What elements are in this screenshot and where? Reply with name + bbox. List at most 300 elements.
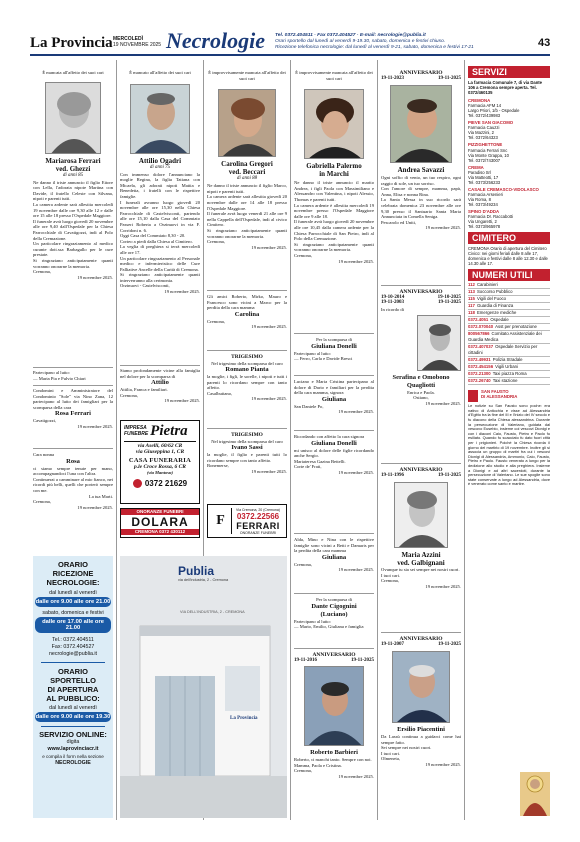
participation-body: — Ferro, Carla e Davide Bresci bbox=[294, 356, 353, 362]
portrait-image bbox=[391, 86, 452, 163]
separator bbox=[294, 593, 374, 594]
sidebar-intro: La farmacia Comunale 7, di via Dante 106 a Cremona sempre aperta. Tel. 0372/460135 bbox=[468, 80, 543, 95]
useful-number: 0372.454156 bbox=[468, 364, 494, 370]
useful-number-label: Taxi stazione bbox=[492, 378, 518, 384]
trigesimo-sassi bbox=[207, 432, 287, 474]
numbers-list bbox=[468, 282, 550, 385]
ferrari-logo-icon: F bbox=[210, 508, 232, 534]
ad-pietra-addr4: (via Mantova) bbox=[146, 470, 174, 476]
portrait-photo bbox=[304, 89, 364, 159]
pharmacy-details: Farmacia AFM 14 Largo Priori, 1/b - Ospedale Tel. 0372/439983 bbox=[468, 103, 520, 119]
useful-number-row bbox=[468, 310, 550, 317]
portrait-photo bbox=[304, 666, 364, 746]
anniversary-date: 19 novembre 2025. bbox=[338, 773, 374, 779]
contact-info bbox=[275, 33, 525, 52]
condolence-date: 19 novembre 2025. bbox=[338, 567, 374, 573]
ad-pietra-addr1: via Aselli, 60/62 CR bbox=[137, 442, 183, 449]
participation-intro: Partecipano al lutto: bbox=[294, 350, 331, 356]
portrait-photo bbox=[390, 85, 452, 163]
ad-pietra-addr3: p.le Croce Rossa, 6 CR bbox=[134, 463, 186, 470]
anniversary-date-start: 19-10-2014 bbox=[381, 295, 405, 300]
pharmacy-town: SPINO D'ADDA bbox=[468, 209, 500, 215]
condolence-chiari bbox=[33, 370, 113, 381]
obituary-place: Orzinuovi - Castelvisconti, bbox=[120, 283, 170, 289]
portrait-image bbox=[46, 83, 101, 154]
anniversary-date-end: 19-11-2025 bbox=[350, 658, 374, 663]
anniversary-azzini bbox=[381, 467, 461, 589]
portrait-photo bbox=[45, 82, 101, 154]
page-number: 43 bbox=[538, 37, 551, 49]
portrait-image bbox=[305, 667, 364, 746]
separator bbox=[120, 365, 200, 366]
sidebar-title: SERVIZI bbox=[468, 66, 550, 78]
useful-number-row bbox=[468, 303, 550, 310]
ad-pietra-line2: FUNEBRE bbox=[124, 430, 149, 437]
trigesimo-place: Casalbuttano, bbox=[207, 390, 233, 396]
useful-number-label: Vigili del Fuoco bbox=[476, 296, 506, 302]
separator bbox=[381, 632, 461, 633]
ad-pietra-casa: CASA FUNERARIA bbox=[128, 456, 192, 464]
condolence-place: Corte de' Frati, bbox=[294, 464, 322, 470]
useful-number-label: Emergenze mediche bbox=[476, 310, 517, 316]
anniversary-name: Maria Azzini ved. Galbignani bbox=[397, 551, 445, 567]
orari-pill-weekdays: dalle ore 9.00 alle ore 21.00 bbox=[35, 599, 111, 605]
useful-number-row bbox=[468, 371, 550, 378]
publia-street: VIA DELL'INDUSTRIA, 2 - CREMONA bbox=[180, 610, 245, 614]
separator bbox=[294, 648, 374, 649]
anniversary-dates bbox=[381, 300, 461, 305]
condolence-donelli-2 bbox=[294, 379, 374, 415]
useful-number-row bbox=[468, 344, 550, 357]
trigesimo-title: TRIGESIMO bbox=[231, 354, 263, 360]
ad-ferrari-sub: ONORANZE FUNEBRI bbox=[239, 530, 277, 535]
ad-publia-visual bbox=[120, 556, 287, 818]
trigesimo-pianta bbox=[207, 354, 287, 402]
orari-online-4: NECROLOGIE bbox=[55, 760, 91, 767]
anniversary-date-end: 19-11-2025 bbox=[437, 300, 461, 305]
ad-dolara-bottom: CREMONA 0372 430112 bbox=[121, 529, 199, 535]
pharmacy-item bbox=[468, 165, 550, 185]
obituary-body: Ne danno il triste annuncio il figlio Ettore con Lella, l'adorata nipote Martina con Davide, il fratello Celeste con Silvana, nipoti e parenti tutti. La camera ardente sarà allestita mercoledì 19 novembre dalle ore 9,30 alle 12 e dalle ore 15 alle 18 presso l'Ospedale Maggiore. Il funerale avrà luogo giovedì 20 novembre alle ore 9,40 dall'Ospedale per la Chiesa Parrocchiale di Cavatigozzi, indi al Polo della Cremazione. Un particolare ringraziamento al medico curante dott.ssa Barbagallo per le cure prestate. Si ringraziano anticipatamente quanti vorranno onorarne la memoria. bbox=[33, 179, 113, 269]
pharmacy-item bbox=[468, 120, 550, 140]
pharmacy-details: Farmacia Ferrari Snc Via Monte Grappa, 10 Tel. 0372/743007 bbox=[468, 147, 509, 163]
issue-date bbox=[113, 36, 161, 48]
ad-ferrari-top: Via Cremona, 20 (Cremona) bbox=[236, 507, 280, 512]
participation-intro: Partecipano al lutto: bbox=[294, 618, 331, 624]
useful-number-label: Polizia Stradale bbox=[492, 357, 523, 363]
pharmacy-town: CREMONA bbox=[468, 98, 491, 103]
useful-number: 0372.21300 bbox=[468, 371, 491, 377]
anniversary-barbieri bbox=[294, 652, 374, 779]
saint-text: Le notizie su San Fausto sono poche: era nativo di Antiochia e visse ad Alessandria d'Egitto tra la fine del III e l'inizio del IV secolo e fu diacono della Chiesa alessandrina. Durante la persecuzione di Valeriano, guidata dal vescovo Eusebio, insieme coi vescovi Dionigi e con i diaconi Caio, Fausto, Pietro e Paolo fu esiliato. Quando fu scacciato fu dato fuori città per i prigionieri. Poiché la Chiesa ricorda il giorno del martirio di 19 novembre. Inoltre gli si associa un gruppo di martiri fra cui i vescovi Dionigi di Alessandria, Ammonio, Caio, Fausto, Pietro e Paolo. Fausto venerato a lungo per la dedizione allo studio e alla preghiera. Insieme a Dionigi e ad altri sacerdoti, durante la persecuzione di Valeriano. Le sue spoglie sono state conservate a lungo ad Alessandria, dove è venerato come santo e martire. bbox=[468, 404, 550, 487]
anniversary-place: Pescarolo ed Uniti, bbox=[381, 219, 417, 225]
deceased-name: Mariarosa Ferrari ved. Ghezzi bbox=[45, 156, 101, 173]
condolence-body: mi unisco al dolore delle figlie ricordando anche Sergio. Mariateresa Gazina Bettelli. bbox=[294, 447, 374, 464]
ad-ferrari-phone: 0372.22566 bbox=[236, 511, 280, 521]
condolence-donelli-4 bbox=[294, 537, 374, 573]
anniversary-date-end: 19-11-2025 bbox=[437, 76, 461, 81]
separator bbox=[294, 375, 374, 376]
participation-body: — Mario, Emilio, Giuliana e famiglia bbox=[294, 624, 364, 630]
separator bbox=[33, 385, 113, 386]
useful-number: 0372.49931 bbox=[468, 357, 491, 363]
cimitero-text: CREMONA Orario di apertura del Cimitero Civico: nei giorni feriali dalle 8 alle 17, domenica e festivi dalle 8 alle 12.30 e dalle 14.30 alle 17. bbox=[468, 246, 548, 267]
orari-line-weekend: sabato, domenica e festivi bbox=[42, 610, 104, 616]
sidebar-servizi bbox=[468, 66, 550, 818]
orari-online-title: SERVIZIO ONLINE: bbox=[39, 730, 107, 740]
ad-pietra-line1: IMPRESA bbox=[124, 425, 147, 431]
publia-logo: Publia bbox=[178, 564, 215, 578]
trigesimo-body: la moglie, i figli, le sorelle, i nipoti e tutti i parenti lo ricordano sempre con tanto affetto. bbox=[207, 374, 287, 391]
condolence-body: Gli amici Roberto, Mirko, Mauro e Francesco sono vicini a Marco per la perdita della cara mamma bbox=[207, 294, 287, 311]
issue-day: 19 NOVEMBRE 2025 bbox=[113, 42, 162, 48]
pharmacy-town: PIEVE SAN GIACOMO bbox=[468, 120, 514, 126]
orari-line-weekdays: dal lunedì al venerdì bbox=[49, 590, 97, 596]
cimitero-title: CIMITERO bbox=[468, 232, 550, 244]
orari-fax: Fax: 0372.404527 bbox=[51, 644, 95, 650]
trigesimo-intro: Nel trigesimo della scomparsa del caro bbox=[211, 360, 283, 366]
trigesimo-intro: Nel trigesimo della scomparsa del caro bbox=[211, 438, 283, 444]
condolence-name: Attilio bbox=[151, 379, 169, 387]
ad-dolara-top: ONORANZE FUNEBRI bbox=[121, 509, 199, 515]
issue-weekday: MERCOLEDÌ bbox=[113, 36, 143, 42]
pharmacy-item bbox=[468, 209, 550, 229]
anniversary-date: 19 novembre 2025. bbox=[425, 583, 461, 589]
anniversary-title: ANNIVERSARIO bbox=[399, 70, 443, 76]
obituary-body: Con immenso dolore l'annunciano la moglie Regina, la figlia Tatiana con Micaela, gli adorati nipoti Mattia e Benedetta, i fratelli con le rispettive famiglie. I funerali avranno luogo giovedì 20 novembre alle ore 15,30 nella Chiesa Parrocchiale di Castelvisconti, partendo alle ore 15,10 dalla Casa del Commiato Passeri Roberta a Orzinuovi in via F. Corridoni n. 6. Oggi Casa del Commiato 8,30 - 20. Corteo a piedi dalla Chiesa al Cimitero. La veglia di preghiera si terrà mercoledì alle ore 17. Un particolare ringraziamento al Personale medico e infermieristico delle Cure Palliative Ancelle della Carità di Cremona. Si ringraziano anticipatamente quanti interverranno alla cerimonia. bbox=[120, 171, 200, 283]
useful-number-label: Ospedale bbox=[490, 317, 509, 323]
anniversary-piacentini bbox=[381, 636, 461, 768]
condolence-body: Alda, Mino e Nina con le rispettive famiglie sono vicini a Betti e Damaris per la perdita della cara mamma bbox=[294, 537, 374, 554]
useful-number-row bbox=[468, 357, 550, 364]
orari-online-3: e compila il form nella sezione bbox=[42, 754, 104, 760]
separator bbox=[33, 448, 113, 449]
condolence-name: Dante Cigognini (Luciano) bbox=[311, 602, 357, 618]
pharmacy-item bbox=[468, 142, 550, 162]
dedication-date: 19 novembre 2025. bbox=[77, 504, 113, 510]
deceased-age: di anni 85 bbox=[62, 172, 84, 178]
useful-number: 115 bbox=[468, 296, 475, 302]
orari-email[interactable]: necrologie@publia.it bbox=[48, 651, 98, 657]
orari-online-url[interactable]: www.laprovinciacr.it bbox=[47, 746, 99, 753]
portrait-photo bbox=[417, 315, 461, 371]
ad-pietra-brand: Pietra bbox=[150, 423, 188, 439]
separator bbox=[294, 333, 374, 334]
condolence-date: 19 novembre 2025. bbox=[338, 409, 374, 415]
anniversary-title: ANNIVERSARIO bbox=[312, 652, 356, 658]
pharmacy-details: Farmacia Arsenieri Via Roma, 8 Tel. 0373/49234 bbox=[468, 192, 503, 208]
header-rule bbox=[30, 54, 550, 56]
anniversary-body: Ogni soffio di vento, un tuo respiro, ogni raggio di sole, un tuo sorriso. Con l'amore di sempre, mamma, papà, Anna, Elisa e nonna Rina. La Santa Messa in suo ricordo sarà celebrata domenica 23 novembre alle ore 9,30 presso il Santuario Santa Maria Annunciata in Comella Seniga. bbox=[381, 175, 461, 220]
portrait-image bbox=[393, 652, 450, 723]
obituary-body: Ne danno il triste annuncio il marito Andrea, i figli Paola con Massimiliano e Alessandro con Valentina, i nipoti Alessio, Thomas e parenti tutti. La camera ardente è allestita mercoledì 19 novembre presso l'Ospedale Maggiore dalle ore 9 alle 18. Il funerale avrà luogo giovedì 20 novembre alle ore 10,45 dalla camera ardente per la Chiesa Parrocchiale di San Pietro, indi al Polo della Cremazione. Si ringraziano anticipatamente quanti vorranno onorarne la memoria. bbox=[294, 180, 374, 253]
anniversary-date-start: 19-11-2007 bbox=[381, 642, 405, 647]
orari-tel: Tel.: 0372.404511 bbox=[52, 637, 94, 643]
condolence-sign: Attilia, Franca e familiari. bbox=[120, 387, 168, 393]
anniversary-date-end: 19-11-2025 bbox=[437, 642, 461, 647]
deceased-age: di anni 75 bbox=[149, 164, 171, 170]
anniversary-body: Roberto, ci manchi tanto. Sempre con noi. Mamma, Paola e Cristina. bbox=[294, 757, 372, 768]
obituary-palermo bbox=[294, 70, 374, 264]
obituary-intro: È improvvisamente mancata all'affetto dei suoi cari bbox=[208, 70, 286, 81]
anniversary-place: Cremona, bbox=[294, 768, 312, 774]
pharmacy-details: Paradiso Srl Via Matteotti, 17 Tel. 0373/256233 bbox=[468, 169, 501, 185]
anniversary-name: Serafina e Omobono Quagliotti bbox=[392, 373, 450, 389]
obituary-place: Cremona, bbox=[33, 269, 51, 275]
condolence-place: San Daniele Po, bbox=[294, 403, 324, 409]
dedication-intro: Cara nonna bbox=[33, 452, 55, 457]
condolence-body: Condomini e Amministratore del Condominio "Sole" via Nino Zana, 12 partecipano al lutto dei famigliari per la scomparsa della cara bbox=[33, 388, 113, 410]
useful-number: 0372.070040 bbox=[468, 324, 494, 330]
column-divider bbox=[464, 60, 465, 820]
numeri-title: NUMERI UTILI bbox=[468, 269, 550, 281]
building-illustration bbox=[120, 556, 287, 818]
ad-pietra-addr2: via Giuseppina 1, CR bbox=[135, 449, 185, 456]
obituary-date: 19 novembre 2025. bbox=[251, 244, 287, 250]
dedication-place: Cremona, bbox=[33, 499, 51, 505]
condolence-condominio bbox=[33, 388, 113, 430]
useful-number-row bbox=[468, 317, 550, 324]
anniversary-intro: In ricordo di bbox=[381, 307, 404, 312]
useful-number-row bbox=[468, 331, 550, 344]
separator bbox=[207, 350, 287, 351]
trigesimo-title: TRIGESIMO bbox=[231, 432, 263, 438]
saint-icon bbox=[468, 390, 478, 402]
useful-number-label: Asst per prenotazione bbox=[495, 324, 537, 330]
separator bbox=[381, 463, 461, 464]
anniversary-place: Ostiano, bbox=[413, 395, 429, 401]
condolence-name: Carolina bbox=[234, 310, 260, 318]
portrait-image bbox=[219, 90, 276, 157]
condolence-donelli-1 bbox=[294, 337, 374, 362]
trigesimo-name: Ivano Sassi bbox=[231, 444, 263, 452]
condolence-name: Giuliana Donelli bbox=[311, 342, 357, 350]
anniversary-quagliotti bbox=[381, 289, 461, 406]
anniversary-dates bbox=[381, 642, 461, 647]
portrait-photo bbox=[392, 651, 450, 723]
condolence-intro: Per la scomparsa di bbox=[316, 337, 352, 342]
column-divider bbox=[290, 60, 291, 820]
pharmacy-town: PIZZIGHETTONE bbox=[468, 142, 503, 148]
portrait-photo bbox=[394, 482, 448, 548]
useful-number-row bbox=[468, 282, 550, 289]
useful-number: 118 bbox=[468, 310, 475, 316]
orari-pill-sportello: dalle ore 9.00 alle ore 19.30 bbox=[35, 713, 111, 720]
obituary-place: Cremona, bbox=[294, 252, 312, 258]
condolence-body: Luciano e Maria Cristina partecipano al dolore di Dario e familiari per la perdita della cara mamma, signora bbox=[294, 379, 374, 396]
condolence-intro: Ricordando con affetto la cara signora bbox=[294, 434, 365, 439]
anniversary-body: Enrica e Paola. bbox=[407, 389, 435, 395]
condolence-nonna bbox=[33, 452, 113, 510]
pharmacy-item bbox=[468, 98, 550, 118]
condolence-date: 19 novembre 2025. bbox=[164, 398, 200, 404]
portrait-image bbox=[418, 316, 461, 371]
dedication-sign: La tua Marti. bbox=[88, 493, 113, 499]
portrait-image bbox=[131, 85, 190, 154]
useful-number-row bbox=[468, 296, 550, 303]
portrait-photo bbox=[130, 84, 190, 154]
saint-title: SAN FAUSTO DI ALESSANDRIA bbox=[481, 389, 518, 400]
anniversary-date-start: 19-11-2003 bbox=[381, 300, 405, 305]
useful-number-row bbox=[468, 289, 550, 296]
orari-line-sportello: dal lunedì al venerdì bbox=[49, 704, 97, 711]
condolence-name: Rosa Ferrari bbox=[55, 410, 91, 418]
publia-sub: via dell'industria, 2 - Cremona bbox=[178, 578, 229, 582]
participation-intro: Partecipano al lutto: bbox=[33, 370, 70, 375]
obituary-intro: È mancata all'affetto dei suoi cari bbox=[42, 70, 104, 75]
obituary-date: 19 novembre 2025. bbox=[164, 289, 200, 295]
pharmacy-list bbox=[468, 98, 550, 229]
anniversary-date-start: 19-11-2016 bbox=[294, 658, 318, 663]
participation-body: — Maria Pia e Fulvio Chiari bbox=[33, 375, 86, 381]
anniversary-title: ANNIVERSARIO bbox=[399, 636, 443, 642]
obituary-date: 19 novembre 2025. bbox=[77, 274, 113, 280]
useful-number: 117 bbox=[468, 303, 475, 309]
anniversary-date: 19 novembre 2025. bbox=[425, 761, 461, 767]
useful-number-label: Comitato Assistenziale dei Guardia Medica bbox=[468, 331, 542, 343]
anniversary-name: Andrea Savazzi bbox=[397, 166, 445, 174]
obituary-body: Ne danno il triste annuncio il figlio Marco, nipoti e parenti tutti. La camera ardente sarà allestita giovedì 20 novembre dalle ore 14 alle 18 presso l'Ospedale Maggiore. Il funerale avrà luogo venerdì 21 alle ore 9 nella Cappella dell'Ospedale, indi al civico Cimitero. Si ringraziano anticipatamente quanti vorranno onorarne la memoria. bbox=[207, 183, 287, 239]
useful-number: 112 bbox=[468, 282, 475, 288]
useful-number-label: Soccorso Pubblico bbox=[476, 289, 513, 295]
condolence-place: Cremona, bbox=[120, 392, 138, 398]
useful-number: 800567866 bbox=[468, 331, 490, 337]
pharmacy-town: CREMA bbox=[468, 164, 484, 170]
useful-number: 0372.4051 bbox=[468, 317, 489, 323]
deceased-name: Attilio Ogadri bbox=[138, 156, 182, 165]
condolence-name: Giuliana bbox=[321, 395, 347, 403]
separator bbox=[33, 367, 113, 368]
deceased-name: Gabriella Palermo in Marchi bbox=[306, 162, 362, 179]
section-title: Necrologie bbox=[166, 28, 265, 53]
dedication-name: Rosa bbox=[66, 457, 80, 465]
condolence-date: 19 novembre 2025. bbox=[338, 469, 374, 475]
anniversary-title: ANNIVERSARIO bbox=[399, 467, 443, 473]
trigesimo-date: 19 novembre 2025. bbox=[251, 468, 287, 474]
pharmacy-town: CASALE CREMASCO-VIDOLASCO bbox=[468, 186, 539, 192]
useful-number-label: Ospedale Servizio per cittadini bbox=[468, 344, 538, 356]
condolence-intro: Per la scomparsa di bbox=[316, 597, 352, 602]
anniversary-place: Cremona, bbox=[381, 578, 399, 584]
condolence-amici bbox=[207, 294, 287, 330]
obituary-date: 19 novembre 2025. bbox=[338, 258, 374, 264]
ad-ferrari-brand: FERRARI bbox=[236, 520, 280, 531]
anniversary-name: Ersilio Piacentini bbox=[397, 726, 445, 733]
useful-number-label: Vigili Urbani bbox=[495, 364, 518, 370]
anniversary-body: Da Lassù continua a guidarci come hai sempre fatto. Sei sempre nei nostri cuori. I tuoi cari. bbox=[381, 734, 461, 756]
orari-sportello-title: ORARIO SPORTELLO DI APERTURA AL PUBBLICO: bbox=[46, 666, 100, 703]
contact-line-3: Ricezione telefonica necrologie: dal lunedì al venerdì 9-21, sabato, domenica e festivi 17-21 bbox=[275, 45, 474, 51]
separator bbox=[294, 533, 374, 534]
condolence-name: Giuliana Donelli bbox=[311, 439, 357, 447]
condolence-cigognini bbox=[294, 597, 374, 630]
useful-number: 0372.407037 bbox=[468, 344, 494, 350]
trigesimo-date: 19 novembre 2025. bbox=[251, 396, 287, 402]
saint-illustration bbox=[520, 772, 550, 816]
anniversary-date: 19 novembre 2025. bbox=[425, 400, 461, 406]
publia-sign: La Provincia bbox=[230, 716, 258, 721]
deceased-name: Carolina Gregori ved. Beccari bbox=[221, 160, 273, 177]
orari-title: ORARIO RICEZIONE NECROLOGIE: bbox=[46, 560, 100, 587]
pharmacy-item bbox=[468, 187, 550, 207]
contact-line-1: Tel. 0372.404511 · Fax 0372.404527 · E-mail: necrologie@publia.it bbox=[275, 33, 426, 38]
condolence-attilia bbox=[120, 368, 200, 404]
portrait-photo bbox=[218, 89, 276, 157]
condolence-date: 19 novembre 2025. bbox=[251, 324, 287, 330]
pharmacy-details: Farmacia Dr. Raccabotti Via Ungaretti, 2 Tel. 0373/965978 bbox=[468, 214, 513, 230]
useful-number: 113 bbox=[468, 289, 475, 295]
newspaper-name: La Provincia bbox=[30, 35, 113, 51]
condolence-place: Cremona, bbox=[294, 561, 312, 567]
ad-dolara bbox=[120, 508, 200, 538]
useful-number-row bbox=[468, 378, 550, 385]
saint-image bbox=[520, 772, 550, 816]
anniversary-dates bbox=[381, 76, 461, 81]
condolence-place: Cavatigozzi, bbox=[33, 418, 57, 424]
anniversary-dates bbox=[381, 473, 461, 478]
obituary-place: Cremona, bbox=[207, 239, 225, 245]
useful-number-label: Carabinieri bbox=[476, 282, 498, 288]
separator bbox=[207, 290, 287, 291]
separator bbox=[294, 430, 374, 431]
condolence-date: 19 novembre 2025. bbox=[77, 423, 113, 429]
anniversary-date: 19 novembre 2025. bbox=[425, 225, 461, 231]
useful-number: 0372.26740 bbox=[468, 378, 491, 384]
portrait-image bbox=[395, 483, 448, 548]
useful-number-row bbox=[468, 364, 550, 371]
trigesimo-name: Romano Pianta bbox=[225, 366, 269, 374]
anniversary-title: ANNIVERSARIO bbox=[399, 289, 443, 295]
useful-number-row bbox=[468, 324, 550, 331]
useful-number-label: Guardia di Finanza bbox=[476, 303, 514, 309]
anniversary-date-start: 19-11-2023 bbox=[381, 76, 405, 81]
phone-icon bbox=[133, 479, 142, 488]
anniversary-date-end: 19-11-2025 bbox=[437, 473, 461, 478]
separator bbox=[207, 428, 287, 429]
portrait-image bbox=[305, 90, 364, 159]
anniversary-date-end: 19-10-2025 bbox=[437, 295, 461, 300]
column-divider bbox=[377, 60, 378, 820]
deceased-age: di anni 88 bbox=[236, 176, 258, 182]
obituary-gregori bbox=[207, 70, 287, 250]
anniversary-body: Ovunque tu sia sei sempre nei nostri cuori. I tuoi cari. bbox=[381, 567, 460, 578]
dedication-body: ci siamo sempre tenute per mano, accompagnandoci l'una con l'altra. Continuerai a camminare al mio fianco, nei ricordi più belli, quelli che porterò sempre con me. bbox=[33, 465, 113, 493]
orari-pill-weekend: dalle ore 17.00 alle ore 21.00 bbox=[35, 617, 111, 633]
orari-online-1: digita bbox=[66, 739, 80, 746]
anniversary-savazzi bbox=[381, 70, 461, 231]
ad-orari-panel bbox=[33, 556, 113, 818]
condolence-place: Cremona, bbox=[207, 318, 225, 324]
ad-dolara-brand: DOLARA bbox=[131, 515, 189, 529]
trigesimo-place: Bonemerse, bbox=[207, 463, 229, 469]
obituary-ogadri bbox=[120, 70, 200, 295]
anniversary-dates bbox=[294, 658, 374, 663]
obituary-intro: È mancato all'affetto dei suoi cari bbox=[129, 70, 191, 75]
trigesimo-body: la moglie, il figlio e parenti tutti lo ricordano sempre con tanto affetto. bbox=[207, 452, 287, 463]
condolence-donelli-3 bbox=[294, 434, 374, 476]
ad-pietra-phone: 0372 21629 bbox=[144, 478, 188, 488]
anniversary-date-start: 19-11-1996 bbox=[381, 473, 405, 478]
condolence-body: Siamo profondamente vicine alla famiglia nel dolore per la scomparsa di bbox=[120, 368, 200, 379]
ad-pietra bbox=[120, 420, 200, 504]
column-divider bbox=[116, 60, 117, 820]
useful-number-label: Taxi piazza Roma bbox=[492, 371, 527, 377]
contact-line-2: Orari sportello dal lunedì al venerdì 9-19.30, sabato, domenica e festivi chiuso. bbox=[275, 39, 446, 45]
anniversary-place: Olmeneta, bbox=[381, 756, 401, 762]
condolence-name: Giuliana bbox=[321, 553, 347, 561]
separator bbox=[381, 285, 461, 286]
obituary-intro: È improvvisamente mancata all'affetto dei suoi cari bbox=[295, 70, 373, 81]
